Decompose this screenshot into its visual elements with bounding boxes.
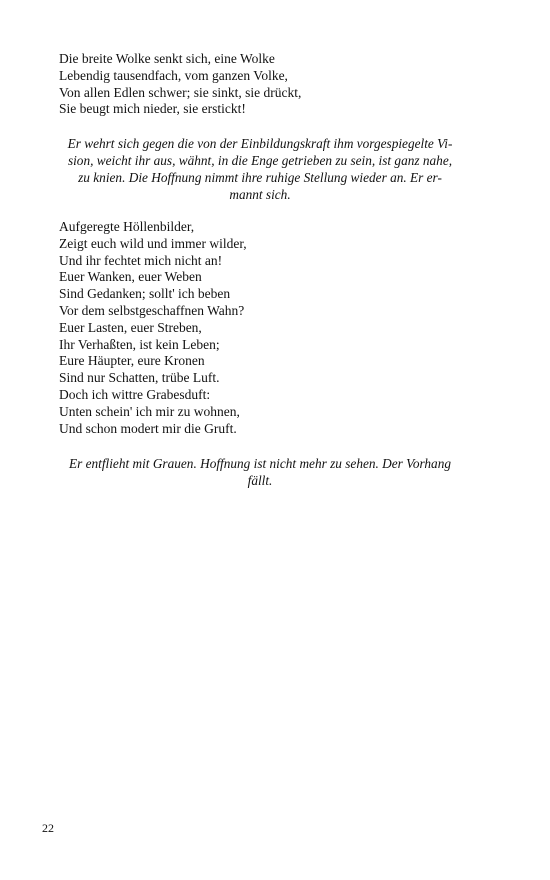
stage-direction-1 <box>42 135 478 203</box>
verse-line: Aufgeregte Höllenbilder, <box>59 219 195 234</box>
verse-line: Von allen Edlen schwer; sie sinkt, sie drückt, <box>59 84 302 100</box>
verse-line: Sind nur Schatten, trübe Luft. <box>59 370 220 386</box>
verse-line: Und schon modert mir die Gruft. <box>59 420 237 436</box>
verse-line: Die breite Wolke senkt sich, eine Wolke <box>59 51 275 66</box>
verse-line: Euer Wanken, euer Weben <box>59 269 202 285</box>
verse-line: Eure Häupter, eure Kronen <box>59 353 205 369</box>
verse-line: Sind Gedanken; sollt' ich beben <box>59 286 231 302</box>
stage-direction-line: Er wehrt sich gegen die von der Einbildungskraft ihm vorgespiegelte Vi- <box>67 136 453 151</box>
verse-stanza-1 <box>59 51 301 118</box>
verse-line: Sie beugt mich nieder, sie erstickt! <box>59 101 246 117</box>
stage-direction-line: sion, weicht ihr aus, wähnt, in die Enge getrieben zu sein, ist ganz nahe, <box>67 153 453 168</box>
verse-line: Euer Lasten, euer Streben, <box>59 319 202 335</box>
verse-line: Ihr Verhaßten, ist kein Leben; <box>59 336 220 352</box>
page-number: 22 <box>42 821 54 835</box>
stage-direction-line: fällt. <box>247 473 273 488</box>
stage-direction-line: mannt sich. <box>229 187 291 202</box>
stage-direction-line: zu knien. Die Hoffnung nimmt ihre ruhige Stellung wieder an. Er er- <box>78 170 442 185</box>
stage-direction-line: Er entflieht mit Grauen. Hoffnung ist nicht mehr zu sehen. Der Vorhang <box>68 456 451 471</box>
verse-line: Lebendig tausendfach, vom ganzen Volke, <box>59 67 288 83</box>
verse-line: Doch ich wittre Grabesduft: <box>59 386 211 402</box>
stage-direction-2 <box>42 455 478 489</box>
verse-line: Zeigt euch wild und immer wilder, <box>59 235 247 251</box>
verse-stanza-2 <box>59 219 247 437</box>
verse-line: Unten schein' ich mir zu wohnen, <box>59 403 240 419</box>
verse-line: Vor dem selbstgeschaffnen Wahn? <box>59 302 245 318</box>
verse-line: Und ihr fechtet mich nicht an! <box>59 252 223 268</box>
